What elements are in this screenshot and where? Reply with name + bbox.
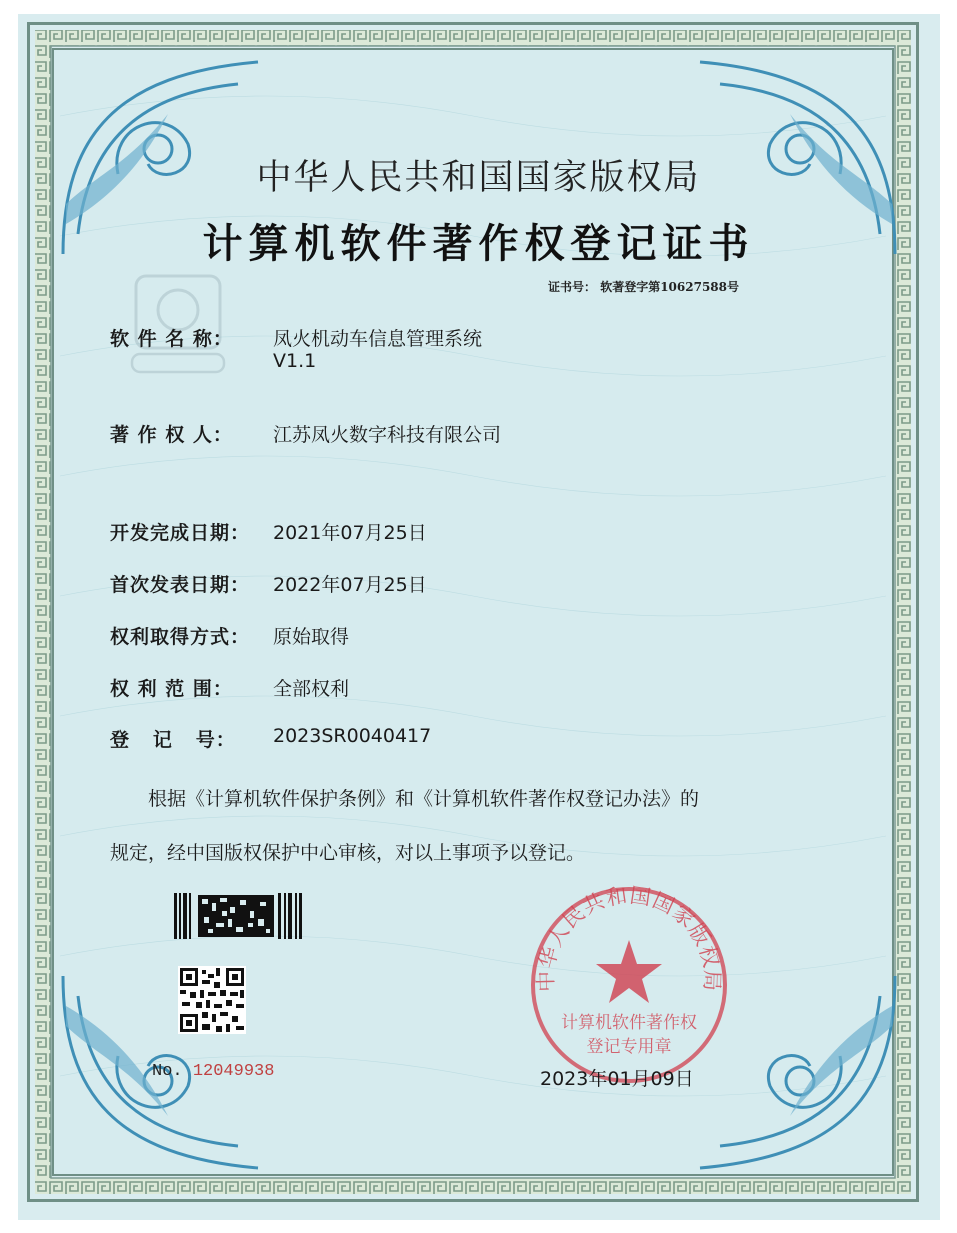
official-seal <box>526 882 732 1088</box>
certificate-number <box>548 278 739 295</box>
software-version-value: V1.1 <box>273 350 317 372</box>
seal-line-1: 计算机软件著作权 <box>561 1013 697 1033</box>
serial-prefix: No. <box>152 1062 183 1081</box>
pub-date-label: 首次发表日期： <box>110 574 251 596</box>
seal-star-icon <box>596 940 662 1003</box>
certificate-title: 计算机软件著作权登记证书 <box>202 220 755 267</box>
statement-line-1: 根据《计算机软件保护条例》和《计算机软件著作权登记办法》的 <box>148 788 700 810</box>
serial-number-value: 12049938 <box>192 1062 275 1081</box>
certificate-number-label: 证书号： <box>548 280 597 294</box>
acquire-label: 权利取得方式： <box>110 626 251 648</box>
reg-no-label: 登 记 号： <box>110 729 236 751</box>
serial-number <box>152 1062 274 1081</box>
acquire-value: 原始取得 <box>273 626 350 648</box>
statement-line-2: 规定，经中国版权保护中心审核，对以上事项予以登记。 <box>110 842 586 864</box>
dev-date-label: 开发完成日期： <box>110 522 251 544</box>
pub-date-value: 2022年07月25日 <box>273 574 427 596</box>
software-name-label: 软 件 名 称： <box>110 328 233 350</box>
qr-code <box>178 966 246 1034</box>
issue-date: 2023年01月09日 <box>540 1068 694 1090</box>
barcode <box>174 893 302 939</box>
dev-date-value: 2021年07月25日 <box>273 522 427 544</box>
seal-line-2: 登记专用章 <box>586 1037 672 1057</box>
certificate-number-value: 软著登字第10627588号 <box>600 280 740 294</box>
issuer-name: 中华人民共和国国家版权局 <box>256 158 701 198</box>
scope-label: 权 利 范 围： <box>110 678 233 700</box>
software-name-value: 凤火机动车信息管理系统 <box>273 328 483 350</box>
seal-ring-text: 中华人民共和国国家版权局 <box>533 883 725 993</box>
owner-value: 江苏凤火数字科技有限公司 <box>273 424 502 446</box>
reg-no-value: 2023SR0040417 <box>273 725 432 747</box>
scope-value: 全部权利 <box>273 678 350 700</box>
owner-label: 著 作 权 人： <box>110 424 233 446</box>
